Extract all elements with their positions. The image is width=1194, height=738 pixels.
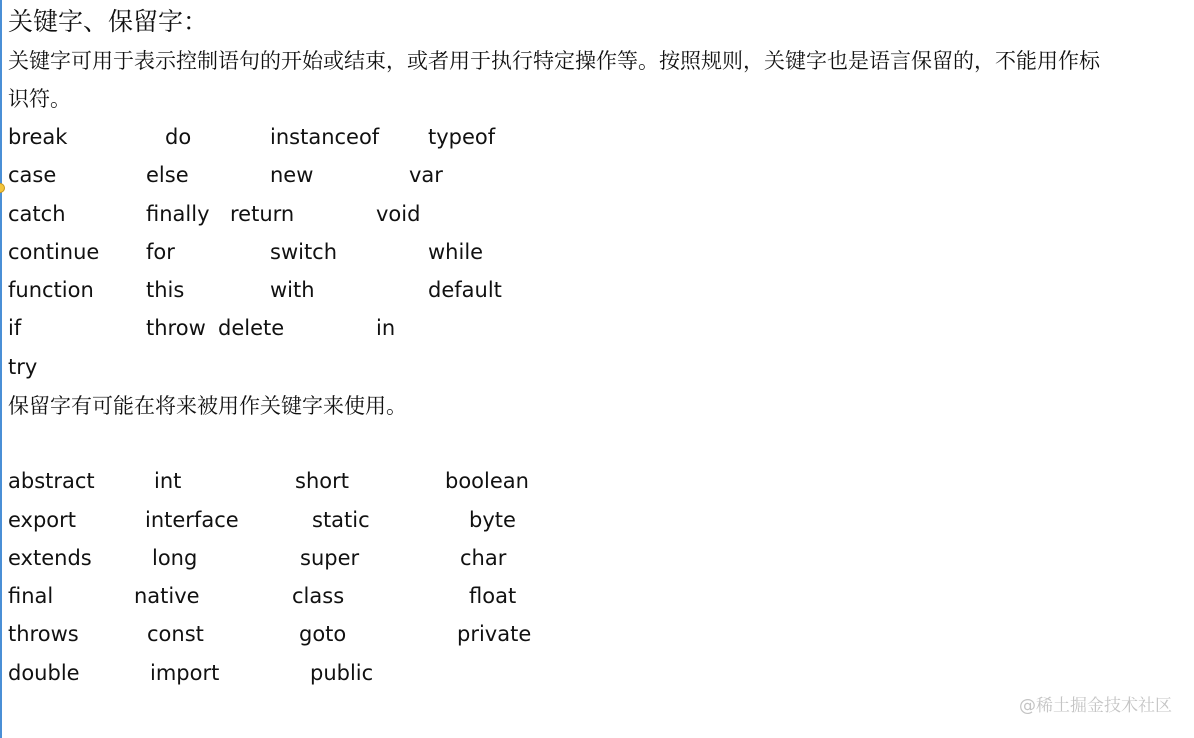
keyword-item: var bbox=[409, 163, 443, 187]
keyword-item: catch bbox=[8, 202, 66, 226]
reserved-word-item: const bbox=[147, 622, 204, 646]
keyword-item: new bbox=[270, 163, 314, 187]
reserved-word-item: final bbox=[8, 584, 54, 608]
keyword-item: else bbox=[146, 163, 189, 187]
keyword-item: in bbox=[376, 316, 396, 340]
keyword-item: delete bbox=[218, 316, 285, 340]
keyword-item: switch bbox=[270, 240, 338, 264]
section-title: 关键字、保留字： bbox=[8, 7, 209, 36]
keyword-item: break bbox=[8, 125, 68, 149]
reserved-word-item: throws bbox=[8, 622, 79, 646]
reserved-word-item: class bbox=[292, 584, 345, 608]
reserved-word-item: goto bbox=[299, 622, 347, 646]
keyword-item: instanceof bbox=[270, 125, 380, 149]
reserved-words-note: 保留字有可能在将来被用作关键字来使用。 bbox=[8, 394, 407, 418]
keyword-item: default bbox=[428, 278, 502, 302]
reserved-word-item: public bbox=[310, 661, 374, 685]
keyword-item: return bbox=[230, 202, 295, 226]
keyword-item: throw bbox=[146, 316, 206, 340]
keyword-item: with bbox=[270, 278, 315, 302]
keyword-item: try bbox=[8, 355, 38, 379]
keyword-item: if bbox=[8, 316, 22, 340]
reserved-word-item: float bbox=[469, 584, 517, 608]
keyword-item: continue bbox=[8, 240, 100, 264]
reserved-word-item: byte bbox=[469, 508, 516, 532]
left-margin-rule bbox=[0, 0, 2, 738]
intro-paragraph-line-1: 关键字可用于表示控制语句的开始或结束，或者用于执行特定操作等。按照规则，关键字也是语言保留的，不能用作标 bbox=[8, 49, 1100, 73]
keyword-item: this bbox=[146, 278, 185, 302]
reserved-word-item: int bbox=[154, 469, 182, 493]
reserved-word-item: static bbox=[312, 508, 370, 532]
reserved-word-item: extends bbox=[8, 546, 92, 570]
keyword-item: case bbox=[8, 163, 57, 187]
reserved-word-item: short bbox=[295, 469, 349, 493]
text-cursor-handle-icon[interactable] bbox=[0, 183, 5, 193]
reserved-word-item: export bbox=[8, 508, 77, 532]
reserved-word-item: double bbox=[8, 661, 80, 685]
reserved-word-item: char bbox=[460, 546, 507, 570]
intro-paragraph-line-2: 识符。 bbox=[8, 87, 71, 111]
keyword-item: while bbox=[428, 240, 484, 264]
keyword-item: typeof bbox=[428, 125, 496, 149]
reserved-word-item: interface bbox=[145, 508, 239, 532]
reserved-word-item: super bbox=[300, 546, 360, 570]
reserved-word-item: boolean bbox=[445, 469, 529, 493]
reserved-word-item: private bbox=[457, 622, 532, 646]
keyword-item: do bbox=[165, 125, 192, 149]
keyword-item: function bbox=[8, 278, 94, 302]
keyword-item: for bbox=[146, 240, 175, 264]
reserved-word-item: import bbox=[150, 661, 220, 685]
keyword-item: finally bbox=[146, 202, 210, 226]
keyword-item: void bbox=[376, 202, 421, 226]
reserved-word-item: native bbox=[134, 584, 200, 608]
reserved-word-item: abstract bbox=[8, 469, 95, 493]
reserved-word-item: long bbox=[152, 546, 198, 570]
watermark: @稀土掘金技术社区 bbox=[1019, 696, 1172, 716]
